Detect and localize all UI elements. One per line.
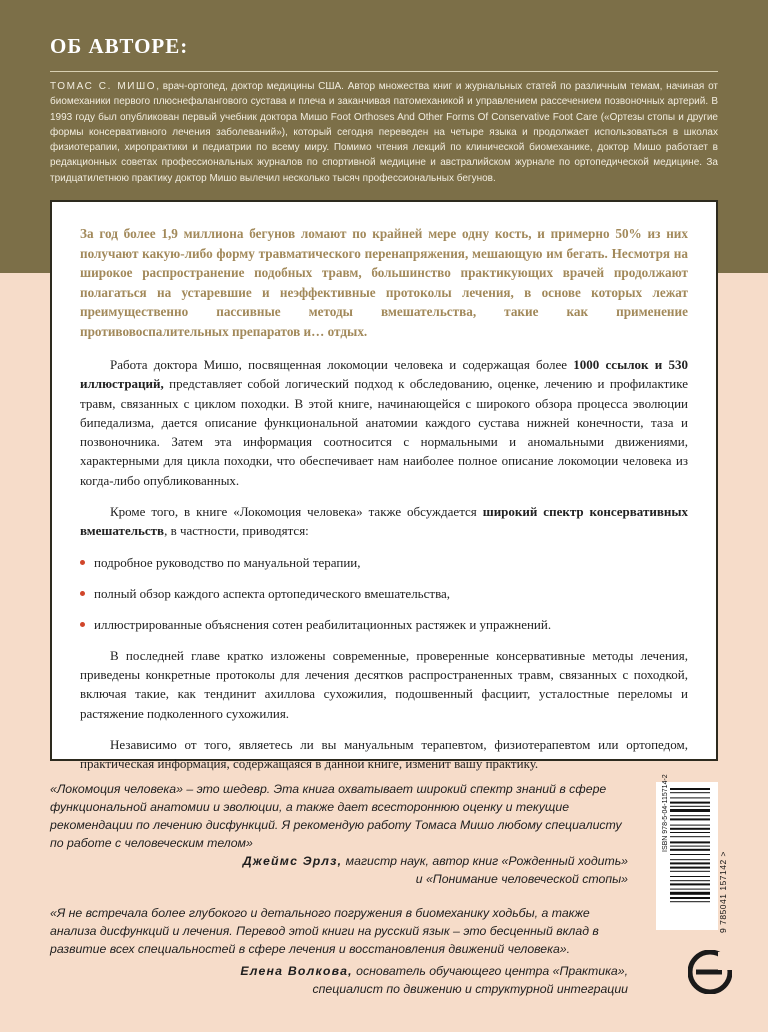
publisher-logo-icon — [688, 950, 732, 994]
barcode-bar — [670, 889, 710, 890]
quote-1-author: Джеймс Эрлз, — [242, 854, 343, 868]
author-bio-text: , врач-ортопед, доктор медицины США. Автор множества книг и журнальных статей по различным темам, начиная от биомеханики первого плюснефалангового сустава и плеча и заканчивая патомеханикой и управлением рассечением позвоночных артерий. В 1993 году был опубликован первый учебник доктора Мишо Foot Orthoses And Other Forms Of Conservative Foot Care («Ортезы стопы и другие формы консервативного лечения заболеваний»), который сегодня переведен на четыре языка и продолжает использоваться в школах физиотерапии, хиропрактики и педиатрии по всему миру. Помимо чтения лекций по клинической биомеханике, доктор Мишо работает в редакционных советах профессиональных журналов по спортивной медицине и австралийском журнале по ортопедической медицине. За тридцатилетнюю практику доктор Мишо вылечил несколько тысяч профессиональных бегунов. — [50, 81, 718, 184]
barcode-bar — [670, 828, 710, 830]
paragraph-1-a: Работа доктора Мишо, посвященная локомоции человека и содержащая более — [110, 357, 574, 372]
list-item — [80, 615, 688, 634]
barcode-bar — [670, 871, 710, 872]
list-item — [80, 553, 688, 572]
quote-2-author: Елена Волкова, — [240, 964, 353, 978]
quote-2-role: основатель обучающего центра «Практика», — [352, 964, 628, 978]
barcode-bar — [670, 846, 710, 847]
quote-1: «Локомоция человека» – это шедевр. Эта книга охватывает широкий спектр знаний в сфере функциональной анатомии и эволюции, а также дает всестороннюю оценку и текущие рекомендации по лечению дисфункций. Я рекомендую работу Томаса Мишо любому специалисту по работе с человеческим телом» — [50, 782, 622, 850]
barcode-bar — [670, 815, 710, 816]
bullet-icon — [80, 622, 85, 627]
list-item — [80, 584, 688, 603]
barcode-bar — [670, 897, 710, 899]
barcode-bar — [670, 832, 710, 833]
list-item-text: иллюстрированные объяснения сотен реабилитационных растяжек и упражнений. — [94, 616, 552, 632]
barcode-digits: 9 785041 157142 > — [718, 850, 728, 933]
quote-2-role-2: специалист по движению и структурной интеграции — [312, 982, 628, 996]
barcode-bar — [670, 809, 710, 812]
lead-paragraph: За год более 1,9 миллиона бегунов ломают по крайней мере одну кость, и примерно 50% из них получают какую-либо форму травматического перенапряжения, мешающую им бегать. Несмотря на широкое распространение подобных травм, большинство практикующих врачей продолжают полагаться на устаревшие и неэффективные протоколы лечения, в основе которых лежат преимущественно пассивные методы вмешательства, такие как применение противовоспалительных препаратов и… отдых. — [80, 226, 688, 339]
barcode-bar — [670, 867, 710, 869]
paragraph-3: В последней главе кратко изложены современные, проверенные консервативные методы лечения, приведены конкретные протоколы для лечения десятков распространенных травм, связанных с походкой, включая такие, как тендинит ахиллова сухожилия, подошвенный фасциит, усталостные переломы и растяжение подколенного сухожилия. — [80, 647, 688, 721]
barcode-bar — [670, 788, 710, 790]
divider — [50, 71, 718, 72]
barcode-bar — [670, 901, 710, 902]
description-box — [50, 200, 718, 772]
barcode-bar — [670, 818, 710, 820]
quote-2-attribution — [240, 962, 628, 998]
barcode-bar — [670, 849, 710, 851]
paragraph-2-bold: широкий спектр консервативных вмешательств — [80, 504, 688, 539]
paragraph-2-a: Кроме того, в книге «Локомоция человека» также обсуждается — [110, 504, 483, 520]
author-name: ТОМАС С. МИШО — [50, 81, 157, 92]
quote-1-role: магистр наук, автор книг «Рожденный ходить» — [342, 854, 628, 868]
bullet-list — [80, 553, 688, 634]
paragraph-2-c: , в частности, приводятся: — [164, 523, 309, 539]
author-bio — [50, 79, 718, 186]
bullet-icon — [80, 591, 85, 596]
barcode-bar — [670, 797, 710, 798]
barcode-bar — [670, 836, 710, 837]
paragraph-2 — [80, 502, 688, 541]
barcode-bar — [670, 876, 710, 877]
paragraph-1-bold: 1000 ссылок и 530 иллюстраций, — [80, 357, 688, 392]
barcode-bar — [670, 892, 710, 895]
list-item-text: полный обзор каждого аспекта ортопедического вмешательства, — [94, 585, 451, 601]
about-title: ОБ АВТОРЕ: — [50, 34, 189, 58]
barcode-bar — [670, 841, 710, 843]
isbn-label: ISBN 978-5-04-115714-2 — [662, 774, 669, 852]
list-item-text: подробное руководство по мануальной терапии, — [94, 554, 361, 570]
barcode-bar — [670, 880, 710, 881]
barcode-bar — [670, 806, 710, 807]
barcode-bar — [670, 859, 710, 860]
paragraph-1-c: представляет собой логический подход к обследованию, оценке, лечению и профилактике травм, связанных с циклом походки. В этой книге, начинающейся с широкого обзора процесса эволюции бипедализма, дается описание функциональной анатомии каждого сустава нижней конечности, таза и позвоночника. Затем эта информация соотносится с нормальными и аномальными движениями, характерными для цикла походки, что обеспечивает нам наиболее полное описание локомоции человека из когда-либо опубликованных. — [80, 376, 688, 488]
barcode-bar — [670, 854, 710, 855]
barcode-bar — [670, 862, 710, 864]
barcode-bar — [670, 792, 710, 793]
paragraph-4: Независимо от того, являетесь ли вы мануальным терапевтом, физиотерапевтом или ортопедом, практическая информация, содержащаяся в данной книге, изменит вашу практику. — [80, 736, 688, 772]
quote-2: «Я не встречала более глубокого и детального погружения в биомеханику ходьбы, а также анализа дисфункций и лечения. Перевод этой книги на русский язык – это бесценный вклад в развитие всех специальностей в сфере лечения и восстановления движений человека». — [50, 906, 599, 956]
quote-1-role-2: и «Понимание человеческой стопы» — [415, 872, 628, 886]
barcode-bar — [670, 825, 710, 826]
barcode-bar — [670, 802, 710, 804]
quote-1-attribution — [243, 852, 628, 888]
barcode-bar — [670, 883, 710, 885]
paragraph-1 — [80, 355, 688, 490]
bullet-icon — [80, 560, 85, 565]
